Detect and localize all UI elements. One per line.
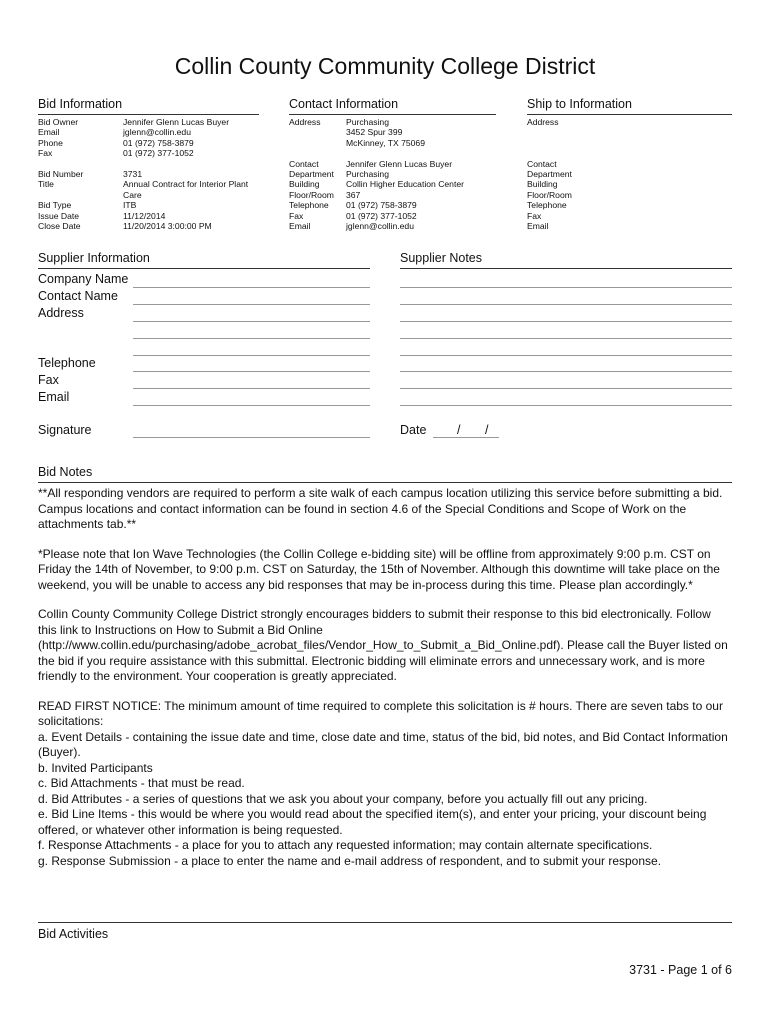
supplier-information-rule — [38, 268, 370, 269]
date-separator: / — [457, 423, 461, 437]
bid-information-labels: Bid Owner Email Phone Fax Bid Number Title Bid Type Issue Date Close Date — [38, 117, 84, 232]
notice-line: f. Response Attachments - a place for you to attach any requested information; may contain alternate specifications. — [38, 838, 653, 852]
supplier-notes-rule — [400, 268, 732, 269]
notice-line: g. Response Submission - a place to enter the name and e-mail address of respondent, and to submit your response. — [38, 853, 662, 868]
contact-information-rule — [289, 114, 496, 115]
supplier-notes-line[interactable] — [400, 321, 732, 322]
bid-notes-paragraph: **All responding vendors are required to perform a site walk of each campus location utilizing this service before submitting a bid. Campus locations and contact information can be found in section 4.6 of the Special Conditions and Scope of Work on the attachments tab.** — [38, 486, 723, 531]
notice-line: READ FIRST NOTICE: The minimum amount of time required to complete this solicitation is # hours. There are seven tabs to our solicitations: — [38, 698, 723, 728]
notice-line: b. Invited Participants — [38, 760, 153, 775]
supplier-notes-line[interactable] — [400, 388, 732, 389]
telephone-field[interactable] — [133, 371, 370, 372]
supplier-notes-line[interactable] — [400, 304, 732, 305]
telephone-label: Telephone — [38, 356, 96, 370]
bid-notes-paragraph: Collin County Community College District strongly encourages bidders to submit their response to this bid electronically. Follow this link to Instructions on How to Submit a Bid Online (http://www.collin.edu/purchasing/adobe_acrobat_files/Vendor_How_to_Submit_a_Bid_Online.pdf). Please call the Buyer listed on the bid if you require assistance with this submittal. Electronic bidding will eliminate errors and unnecessary work, and is more friendly to the environment. Your cooperation is greatly appreciated. — [38, 607, 728, 683]
signature-label: Signature — [38, 423, 92, 437]
supplier-notes-line[interactable] — [400, 355, 732, 356]
notice-line: c. Bid Attachments - that must be read. — [38, 776, 245, 790]
address-field-line-3[interactable] — [133, 355, 370, 356]
ship-to-information-rule — [527, 114, 732, 115]
contact-name-field[interactable] — [133, 304, 370, 305]
date-separator: / — [485, 423, 489, 437]
notice-line: e. Bid Line Items - this would be where you would read about the specified item(s), and enter your pricing, your discount being offered, or whatever other information is being requested. — [38, 807, 707, 837]
email-field[interactable] — [133, 405, 370, 406]
supplier-notes-heading: Supplier Notes — [400, 251, 482, 265]
fax-field[interactable] — [133, 388, 370, 389]
bid-notes-paragraph: *Please note that Ion Wave Technologies (the Collin College e-bidding site) will be offline from approximately 9:00 p.m. CST on Friday the 14th of November, to 9:00 p.m. CST on Saturday, the 15th of November. Although this downtime will take place on the weekend, you will be unable to access any bid responses that may be in-process during this time. Please plan accordingly.* — [38, 546, 720, 592]
supplier-notes-line[interactable] — [400, 405, 732, 406]
date-label: Date — [400, 423, 427, 437]
notice-line: a. Event Details - containing the issue date and time, close date and time, status of the bid, bid notes, and Bid Contact Information (Buyer). — [38, 729, 728, 759]
address-label: Address — [38, 306, 84, 320]
address-field-line-1[interactable] — [133, 321, 370, 322]
contact-information-values: Purchasing 3452 Spur 399 McKinney, TX 75069 Jennifer Glenn Lucas Buyer Purchasing Collin Higher Education Center 367 01 (972) 758-3879 01 (972) 377-1052 jglenn@collin.edu — [346, 117, 464, 232]
supplier-notes-line[interactable] — [400, 371, 732, 372]
company-name-label: Company Name — [38, 272, 129, 286]
supplier-notes-line[interactable] — [400, 287, 732, 288]
ship-to-information-heading: Ship to Information — [527, 97, 632, 111]
page-title: Collin County Community College District — [174, 53, 596, 79]
contact-information-labels: Address Contact Department Building Floor/Room Telephone Fax Email — [289, 117, 334, 232]
supplier-information-heading: Supplier Information — [38, 251, 150, 265]
bid-information-rule — [38, 114, 259, 115]
bid-notes-rule — [38, 482, 732, 483]
address-field-line-2[interactable] — [133, 338, 370, 339]
contact-name-label: Contact Name — [38, 289, 118, 303]
signature-field[interactable] — [133, 437, 370, 438]
page-number: 3731 - Page 1 of 6 — [629, 963, 732, 977]
supplier-notes-line[interactable] — [400, 338, 732, 339]
fax-label: Fax — [38, 373, 59, 387]
ship-to-information-labels: Address Contact Department Building Floor/Room Telephone Fax Email — [527, 117, 572, 232]
bid-information-heading: Bid Information — [38, 97, 123, 111]
bid-notes-body — [38, 486, 728, 869]
bid-activities-heading: Bid Activities — [38, 927, 109, 941]
company-name-field[interactable] — [133, 287, 370, 288]
bid-activities-rule — [38, 922, 732, 923]
bid-notes-heading: Bid Notes — [38, 465, 93, 479]
notice-line: d. Bid Attributes - a series of questions that we ask you about your company, before you actually fill out any pricing. — [38, 791, 648, 806]
date-field[interactable] — [433, 437, 499, 438]
contact-information-heading: Contact Information — [289, 97, 399, 111]
email-label: Email — [38, 390, 70, 404]
bid-information-values: Jennifer Glenn Lucas Buyer jglenn@collin.edu 01 (972) 758-3879 01 (972) 377-1052 3731 Annual Contract for Interior Plant Care ITB 11/12/2014 11/20/2014 3:00:00 PM — [123, 117, 249, 232]
